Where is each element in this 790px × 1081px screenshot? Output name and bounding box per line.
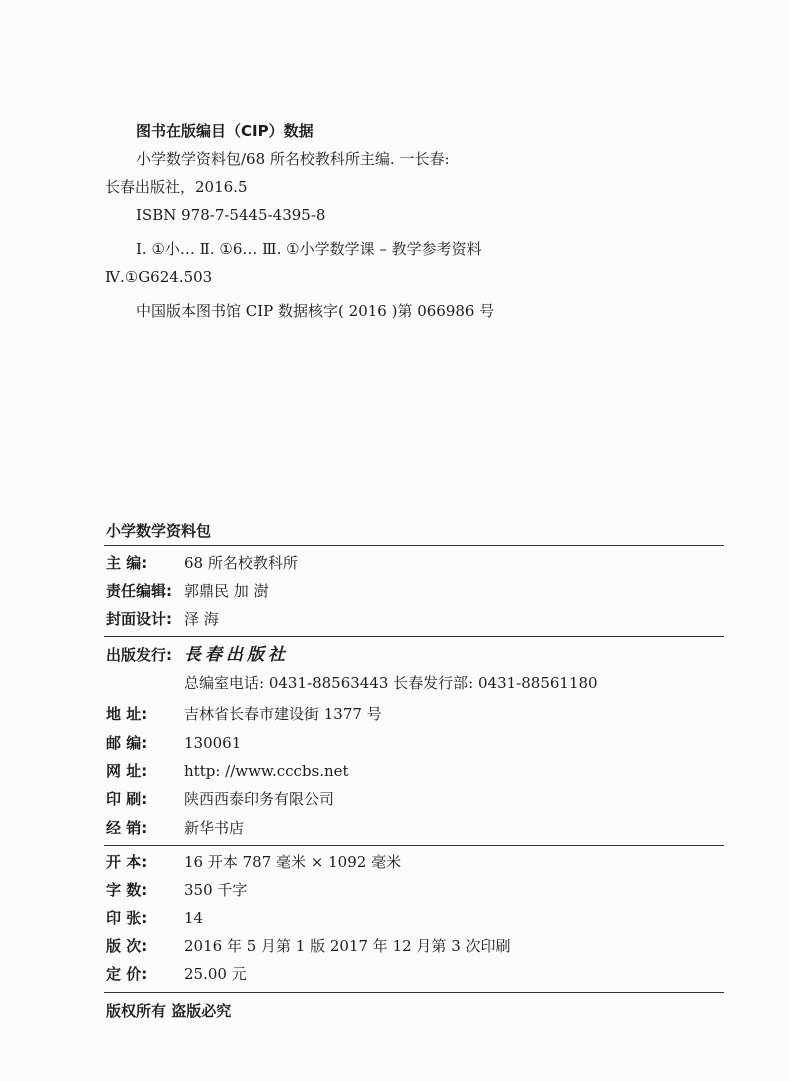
cip-classification: Ⅳ.①G624.503 <box>105 268 213 286</box>
word-count-label: 字 数: <box>106 881 148 899</box>
cover-design-value: 泽 海 <box>184 610 219 628</box>
divider-rule <box>104 992 724 993</box>
cip-subject-line: Ⅰ. ①小… Ⅱ. ①6… Ⅲ. ①小学数学课 – 教学参考资料 <box>136 240 482 258</box>
phones-row <box>184 672 598 694</box>
responsible-editor-row <box>106 580 269 602</box>
cip-block <box>0 0 790 340</box>
cover-design-label: 封面设计: <box>106 610 172 628</box>
postcode-row <box>106 732 241 754</box>
printer-label: 印 刷: <box>106 790 148 808</box>
printer-value: 陕西西泰印务有限公司 <box>184 790 335 808</box>
divider-rule <box>104 636 724 637</box>
distributor-label: 经 销: <box>106 819 148 837</box>
format-row <box>106 851 401 873</box>
word-count-value: 350 千字 <box>184 881 248 899</box>
distributor-value: 新华书店 <box>184 819 245 837</box>
word-count-row <box>106 879 247 901</box>
cip-line-1: 小学数学资料包/68 所名校教科所主编. 一长春: <box>136 150 450 168</box>
postcode-label: 邮 编: <box>106 734 148 752</box>
edition-value: 2016 年 5 月第 1 版 2017 年 12 月第 3 次印刷 <box>184 937 511 955</box>
address-label: 地 址: <box>106 705 148 723</box>
editor-row <box>106 552 298 574</box>
editor-value: 68 所名校教科所 <box>184 554 298 572</box>
cover-design-row <box>106 608 219 630</box>
edition-label: 版 次: <box>106 937 148 955</box>
cip-line-2: 长春出版社，2016.5 <box>105 178 248 196</box>
price-value: 25.00 元 <box>184 965 247 983</box>
website-row <box>106 760 349 782</box>
price-label: 定 价: <box>106 965 148 983</box>
format-label: 开 本: <box>106 853 148 871</box>
editor-label: 主 编: <box>106 554 148 572</box>
divider-rule <box>104 845 724 846</box>
responsible-editor-value: 郭鼎民 加 澍 <box>184 582 269 600</box>
divider-rule <box>104 545 724 546</box>
price-row <box>106 963 247 985</box>
address-value: 吉林省长春市建设街 1377 号 <box>184 705 382 723</box>
sheets-row <box>106 907 203 929</box>
phones-value: 总编室电话: 0431-88563443 长春发行部: 0431-88561180 <box>184 674 598 692</box>
distributor-row <box>106 817 244 839</box>
publisher-row <box>106 644 289 666</box>
cip-isbn: ISBN 978-7-5445-4395-8 <box>136 206 326 224</box>
cip-number: 中国版本图书馆 CIP 数据核字( 2016 )第 066986 号 <box>136 302 495 320</box>
cip-title: 图书在版编目（CIP）数据 <box>136 122 314 140</box>
website-label: 网 址: <box>106 762 148 780</box>
copyright-notice: 版权所有 盗版必究 <box>106 1002 232 1020</box>
printer-row <box>106 788 334 810</box>
postcode-value: 130061 <box>184 734 242 752</box>
address-row <box>106 703 382 725</box>
sheets-label: 印 张: <box>106 909 148 927</box>
sheets-value: 14 <box>184 909 204 927</box>
publisher-label: 出版发行: <box>106 646 172 664</box>
website-value: http: //www.cccbs.net <box>184 762 349 780</box>
edition-row <box>106 935 511 957</box>
publisher-logo: 長春出版社 <box>184 645 289 665</box>
format-value: 16 开本 787 毫米 × 1092 毫米 <box>184 853 402 871</box>
book-title: 小学数学资料包 <box>106 522 212 540</box>
responsible-editor-label: 责任编辑: <box>106 582 172 600</box>
